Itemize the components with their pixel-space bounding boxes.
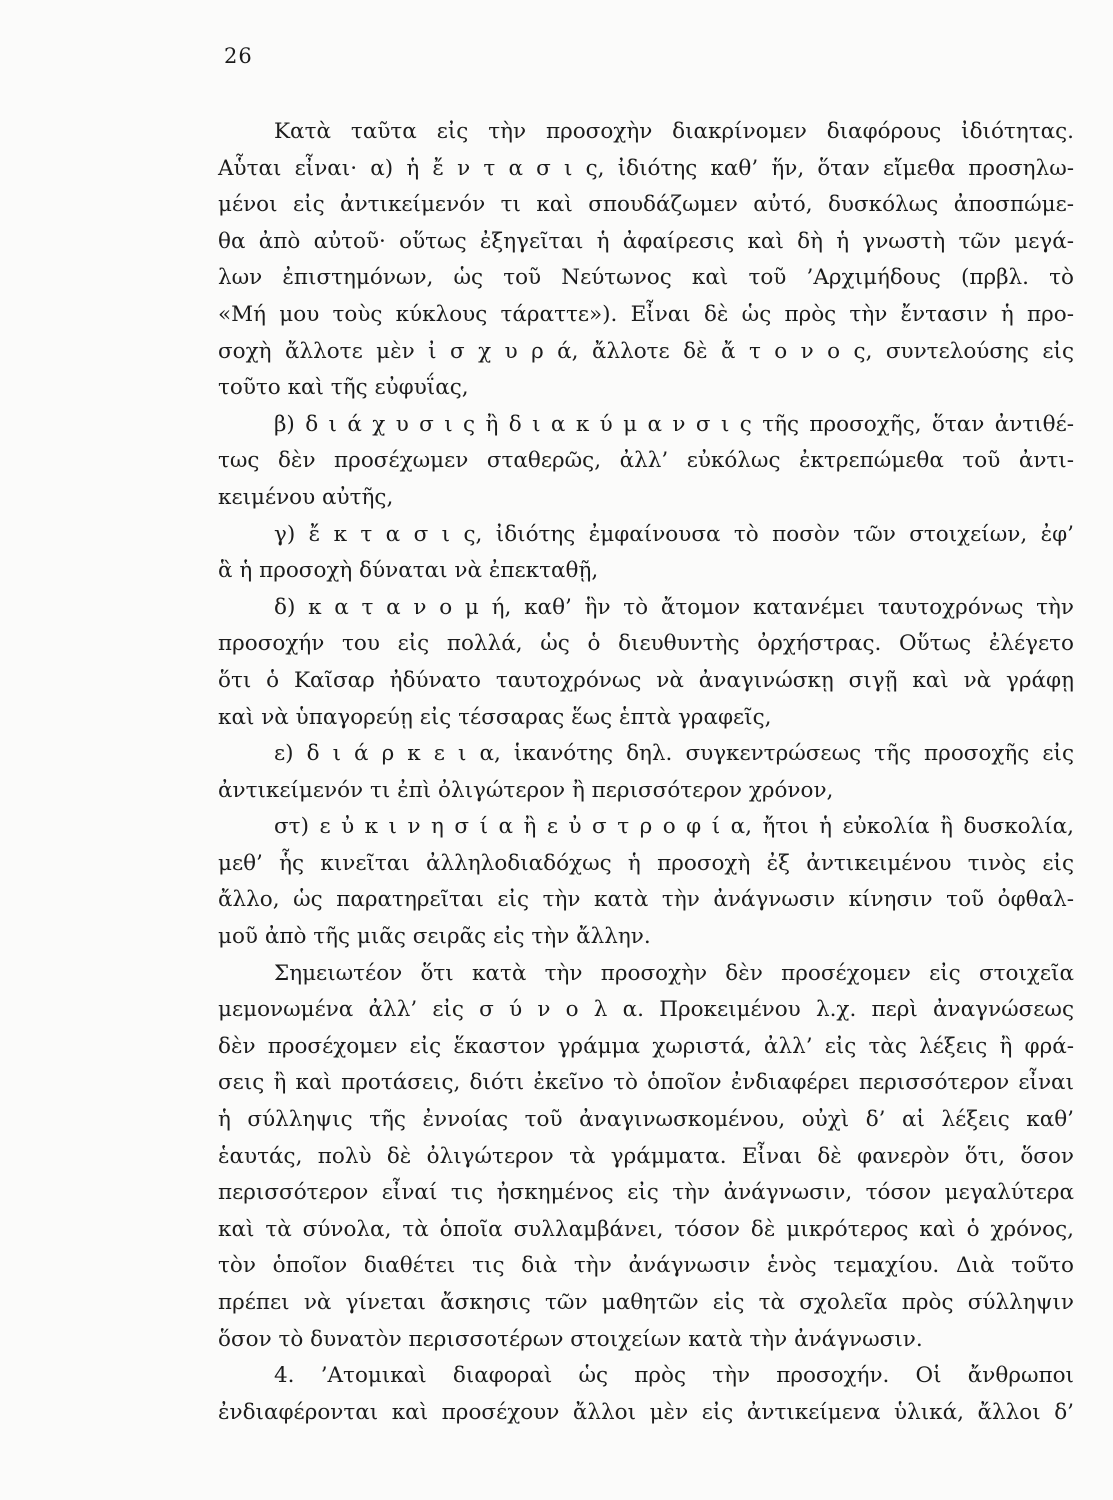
text-line: κειμένου αὐτῆς, (218, 484, 394, 510)
text-line: «Μή μου τοὺς κύκλους τάραττε»). Εἶναι δὲ ὡς πρὸς τὴν ἔντασιν ἡ προ- (218, 301, 1074, 327)
text-line: ἀντικείμενόν τι ἐπὶ ὀλιγώτερον ἢ περισσότερον χρόνον, (218, 777, 834, 803)
text-line: ἑαυτάς, πολὺ δὲ ὀλιγώτερον τὰ γράμματα. Εἶναι δὲ φανερὸν ὅτι, ὅσον (218, 1143, 1074, 1169)
text-line: ἐνδιαφέρονται καὶ προσέχουν ἄλλοι μὲν εἰς ἀντικείμενα ὑλικά, ἄλλοι δ’ (218, 1399, 1074, 1425)
text-line: μεθ’ ἧς κινεῖται ἀλληλοδιαδόχως ἡ προσοχὴ ἐξ ἀντικειμένου τινὸς εἰς (218, 850, 1074, 876)
text-line: περισσότερον εἶναί τις ἠσκημένος εἰς τὴν ἀνάγνωσιν, τόσον μεγαλύτερα (218, 1180, 1074, 1206)
text-line: πρέπει νὰ γίνεται ἄσκησις τῶν μαθητῶν εἰς τὰ σχολεῖα πρὸς σύλληψιν (218, 1290, 1074, 1315)
text-line: δ) κ α τ α ν ο μ ή, καθ’ ἣν τὸ ἄτομον κατανέμει ταυτοχρόνως τὴν (274, 594, 1074, 620)
text-line: προσοχήν του εἰς πολλά, ὡς ὁ διευθυντὴς ὀρχήστρας. Οὕτως ἐλέγετο (218, 631, 1074, 657)
text-line: Σημειωτέον ὅτι κατὰ τὴν προσοχὴν δὲν προσέχομεν εἰς στοιχεῖα (274, 960, 1074, 986)
text-line: β) δ ι ά χ υ σ ι ς ἢ δ ι α κ ύ μ α ν σ ι ς τῆς προσοχῆς, ὅταν ἀντιθέ- (274, 411, 1074, 437)
text-line: τοῦτο καὶ τῆς εὐφυΐας, (218, 375, 469, 401)
text-line: σοχὴ ἄλλοτε μὲν ἰ σ χ υ ρ ά, ἄλλοτε δὲ ἄ τ ο ν ο ς, συντελούσης εἰς (218, 338, 1074, 364)
text-line: ἄλλο, ὡς παρατηρεῖται εἰς τὴν κατὰ τὴν ἀνάγνωσιν κίνησιν τοῦ ὀφθαλ- (218, 887, 1074, 913)
text-line: 4. ’Ατομικαὶ διαφοραὶ ὡς πρὸς τὴν προσοχήν. Οἱ ἄνθρωποι (274, 1363, 1074, 1389)
text-line: γ) ἔ κ τ α σ ι ς, ἰδιότης ἐμφαίνουσα τὸ ποσὸν τῶν στοιχείων, ἐφ’ (274, 521, 1074, 547)
text-line: μεμονωμένα ἀλλ’ εἰς σ ύ ν ο λ α. Προκειμένου λ.χ. περὶ ἀναγνώσεως (218, 997, 1074, 1023)
text-line: τως δὲν προσέχωμεν σταθερῶς, ἀλλ’ εὐκόλως ἐκτρεπώμεθα τοῦ ἀντι- (218, 448, 1074, 474)
page-number: 26 (224, 44, 253, 68)
text-line: τὸν ὁποῖον διαθέτει τις διὰ τὴν ἀνάγνωσιν ἑνὸς τεμαχίου. Διὰ τοῦτο (218, 1253, 1074, 1279)
text-line: ἃ ἡ προσοχὴ δύναται νὰ ἐπεκταθῇ, (218, 558, 599, 584)
text-line: μένοι εἰς ἀντικείμενόν τι καὶ σπουδάζωμεν αὐτό, δυσκόλως ἀποσπώμε- (218, 192, 1074, 218)
text-line: καὶ νὰ ὑπαγορεύῃ εἰς τέσσαρας ἕως ἑπτὰ γραφεῖς, (218, 704, 772, 730)
text-line: Κατὰ ταῦτα εἰς τὴν προσοχὴν διακρίνομεν διαφόρους ἰδιότητας. (274, 119, 1074, 144)
body-text (218, 114, 1074, 1431)
text-line: στ) ε ὐ κ ι ν η σ ί α ἢ ε ὐ σ τ ρ ο φ ί α, ἤτοι ἡ εὐκολία ἢ δυσκολία, (274, 814, 1074, 840)
text-line: λων ἐπιστημόνων, ὡς τοῦ Νεύτωνος καὶ τοῦ ’Αρχιμήδους (πρβλ. τὸ (218, 265, 1074, 291)
text-line: Αὗται εἶναι· α) ἡ ἔ ν τ α σ ι ς, ἰδιότης καθ’ ἥν, ὅταν εἴμεθα προσηλω- (218, 155, 1074, 181)
text-line: ἡ σύλληψις τῆς ἐννοίας τοῦ ἀναγινωσκομένου, οὐχὶ δ’ αἱ λέξεις καθ’ (218, 1107, 1074, 1133)
text-line: καὶ τὰ σύνολα, τὰ ὁποῖα συλλαμβάνει, τόσον δὲ μικρότερος καὶ ὁ χρόνος, (218, 1216, 1074, 1242)
text-line: μοῦ ἀπὸ τῆς μιᾶς σειρᾶς εἰς τὴν ἄλλην. (218, 924, 651, 950)
text-line: ὅσον τὸ δυνατὸν περισσοτέρων στοιχείων κατὰ τὴν ἀνάγνωσιν. (218, 1326, 923, 1352)
text-line: ε) δ ι ά ρ κ ε ι α, ἱκανότης δηλ. συγκεντρώσεως τῆς προσοχῆς εἰς (274, 741, 1074, 767)
text-line: δὲν προσέχομεν εἰς ἕκαστον γράμμα χωριστά, ἀλλ’ εἰς τὰς λέξεις ἢ φρά- (218, 1033, 1074, 1059)
text-line: σεις ἢ καὶ προτάσεις, διότι ἐκεῖνο τὸ ὁποῖον ἐνδιαφέρει περισσότερον εἶναι (218, 1070, 1074, 1096)
text-line: ὅτι ὁ Καῖσαρ ἠδύνατο ταυτοχρόνως νὰ ἀναγινώσκῃ σιγῇ καὶ νὰ γράφῃ (218, 667, 1074, 693)
text-line: θα ἀπὸ αὐτοῦ· οὕτως ἐξηγεῖται ἡ ἀφαίρεσις καὶ δὴ ἡ γνωστὴ τῶν μεγά- (218, 228, 1074, 254)
